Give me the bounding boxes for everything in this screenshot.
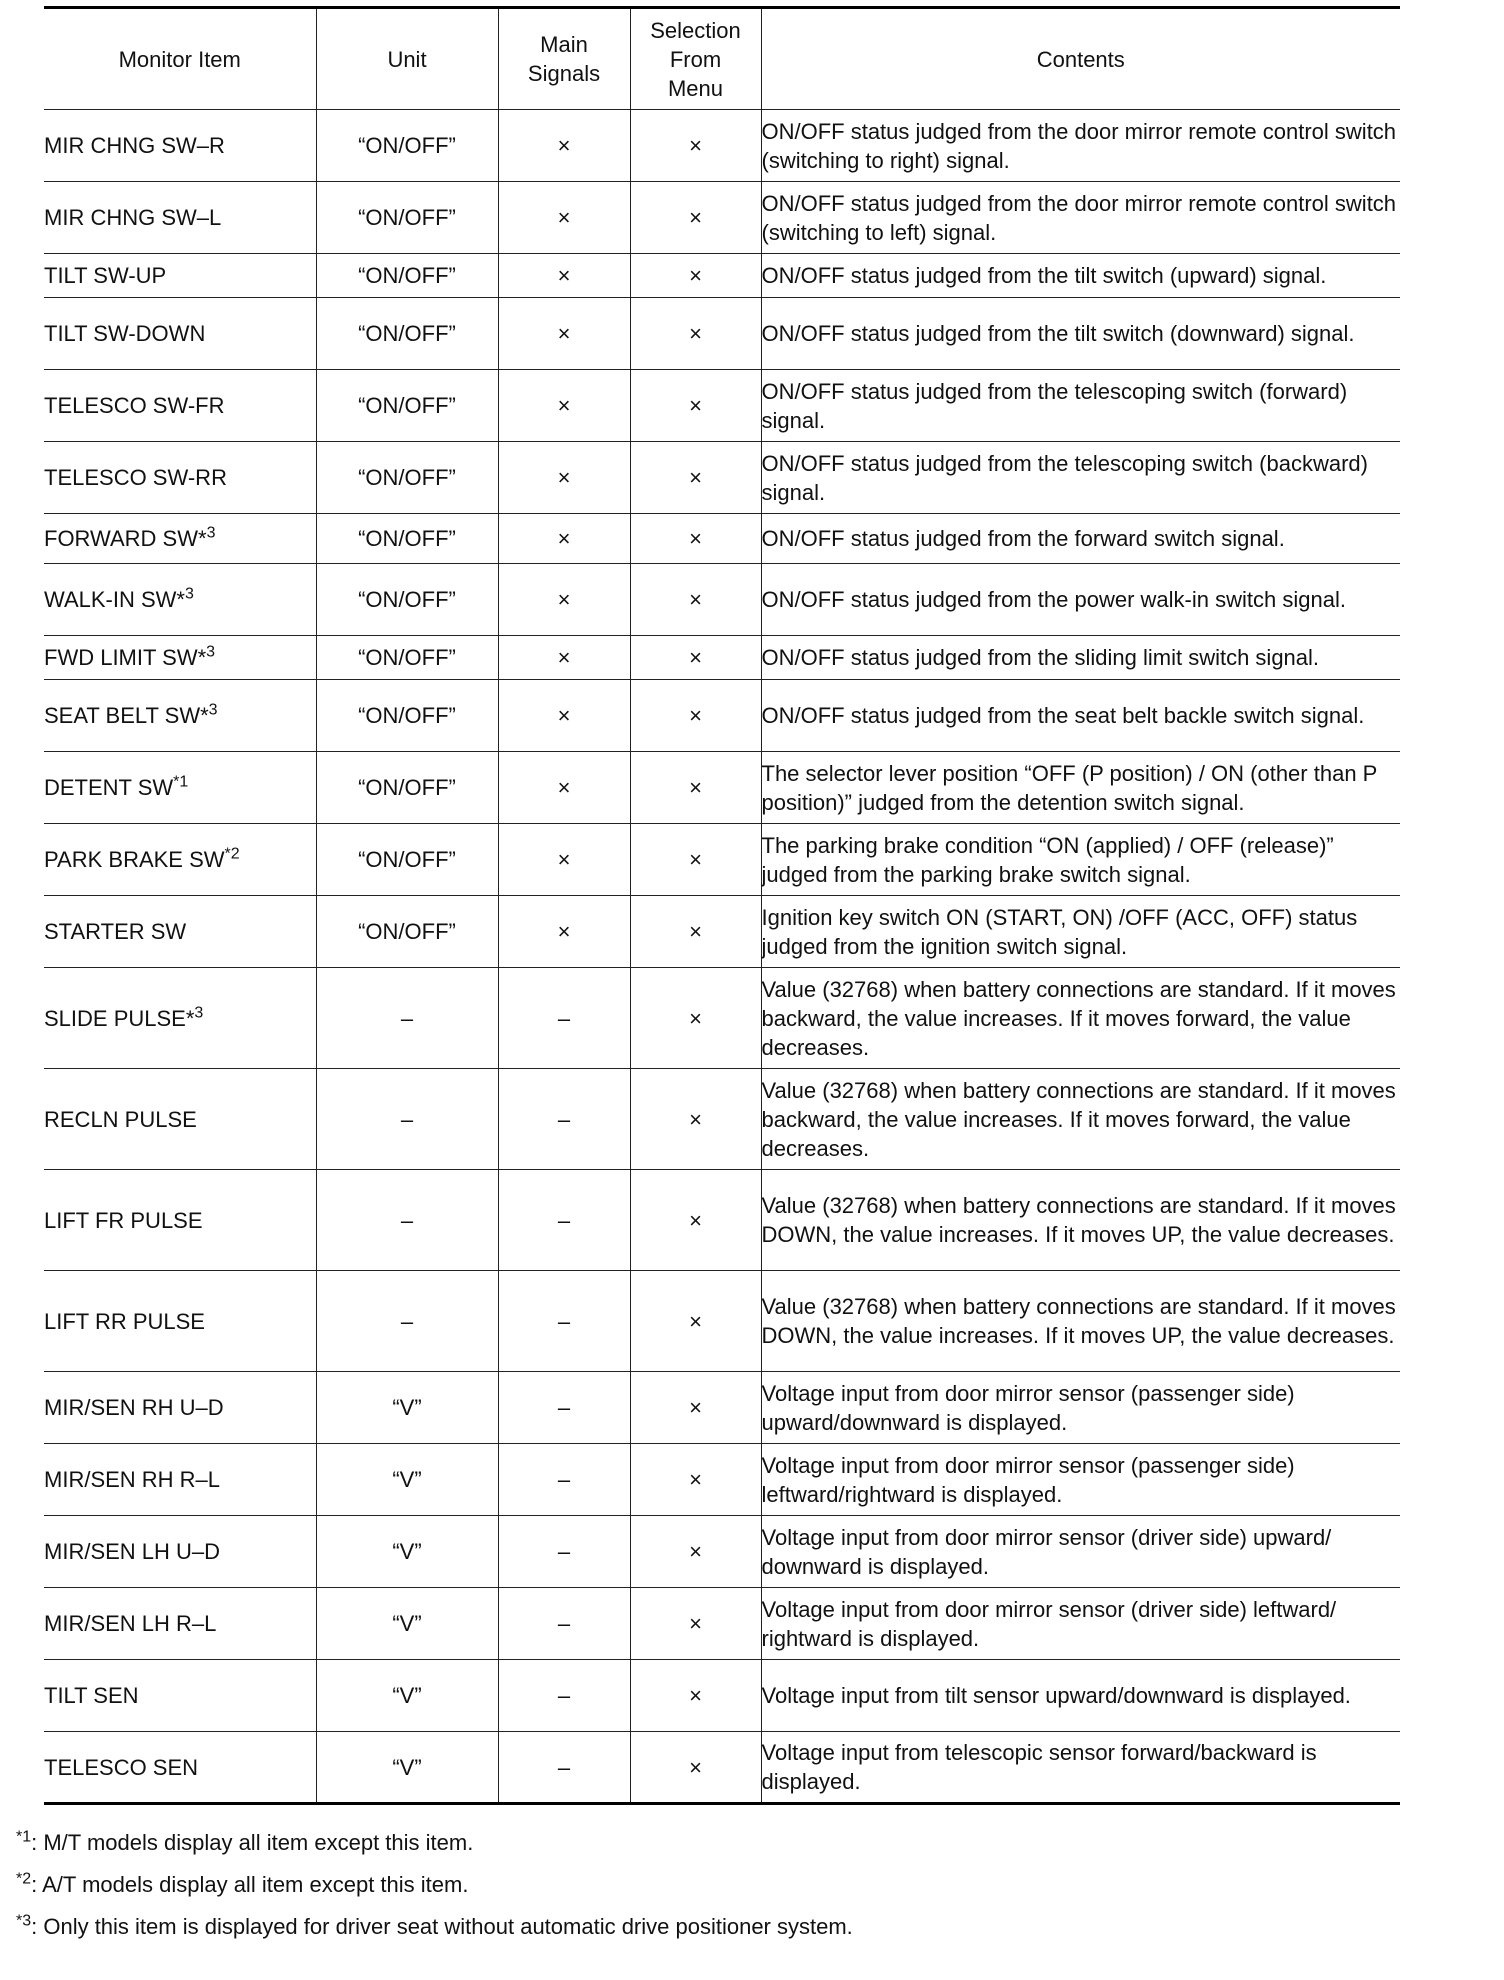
main-signals-cell: – (498, 968, 630, 1069)
table-row (44, 254, 1400, 298)
main-signals-cell: × (498, 514, 630, 564)
main-signals-cell: × (498, 182, 630, 254)
monitor-item-label: STARTER SW (44, 919, 187, 944)
table-row (44, 1170, 1400, 1271)
unit-cell: “ON/OFF” (316, 824, 498, 896)
footnote-ref: *1 (173, 773, 189, 791)
table-row (44, 298, 1400, 370)
selection-from-menu-cell: × (630, 254, 761, 298)
main-signals-cell: × (498, 896, 630, 968)
selection-from-menu-cell: × (630, 968, 761, 1069)
footnote-ref: 3 (206, 524, 216, 542)
monitor-item-label: MIR/SEN RH U–D (44, 1395, 224, 1420)
unit-cell: “ON/OFF” (316, 370, 498, 442)
selection-from-menu-cell: × (630, 752, 761, 824)
monitor-item-label: TELESCO SW-FR (44, 393, 225, 418)
monitor-item-label: MIR/SEN LH U–D (44, 1539, 221, 1564)
main-signals-cell: × (498, 298, 630, 370)
table-row (44, 1732, 1400, 1804)
unit-cell: – (316, 1271, 498, 1372)
selection-from-menu-cell: × (630, 1732, 761, 1804)
selection-from-menu-cell: × (630, 1069, 761, 1170)
main-signals-cell: × (498, 110, 630, 182)
table-row (44, 370, 1400, 442)
contents-cell: ON/OFF status judged from the door mirror remote control switch (switching to right) signal. (761, 110, 1400, 182)
table-row (44, 514, 1400, 564)
monitor-item-cell (44, 442, 316, 514)
contents-cell: Voltage input from door mirror sensor (driver side) upward/ downward is displayed. (761, 1516, 1400, 1588)
unit-cell: “ON/OFF” (316, 110, 498, 182)
footnote-mark: *3 (16, 1912, 32, 1930)
header-selection-from-menu (630, 8, 761, 110)
monitor-item-cell (44, 182, 316, 254)
monitor-item-label: TELESCO SW-RR (44, 465, 227, 490)
footnote-3 (16, 1906, 1476, 1948)
monitor-item-label: FWD LIMIT SW* (44, 645, 207, 670)
contents-cell: ON/OFF status judged from the door mirror remote control switch (switching to left) signal. (761, 182, 1400, 254)
selection-from-menu-cell: × (630, 514, 761, 564)
table-row (44, 564, 1400, 636)
footnote-2 (16, 1864, 1476, 1906)
contents-cell: ON/OFF status judged from the tilt switch (downward) signal. (761, 298, 1400, 370)
table-row (44, 1516, 1400, 1588)
main-signals-cell: – (498, 1069, 630, 1170)
unit-cell: “ON/OFF” (316, 442, 498, 514)
footnote-text: : A/T models display all item except this item. (31, 1872, 469, 1897)
unit-cell: “ON/OFF” (316, 254, 498, 298)
contents-cell: ON/OFF status judged from the power walk-in switch signal. (761, 564, 1400, 636)
selection-from-menu-cell: × (630, 636, 761, 680)
contents-cell: Value (32768) when battery connections are standard. If it moves DOWN, the value increases. If it moves UP, the value decreases. (761, 1271, 1400, 1372)
monitor-item-cell (44, 1444, 316, 1516)
contents-cell: ON/OFF status judged from the telescoping switch (backward) signal. (761, 442, 1400, 514)
unit-cell: “ON/OFF” (316, 564, 498, 636)
unit-cell: “V” (316, 1372, 498, 1444)
main-signals-cell: × (498, 564, 630, 636)
table-row (44, 636, 1400, 680)
selection-from-menu-cell: × (630, 1444, 761, 1516)
main-signals-cell: × (498, 370, 630, 442)
main-signals-cell: × (498, 442, 630, 514)
unit-cell: “ON/OFF” (316, 752, 498, 824)
unit-cell: “ON/OFF” (316, 680, 498, 752)
monitor-item-label: MIR CHNG SW–R (44, 133, 225, 158)
main-signals-cell: – (498, 1372, 630, 1444)
main-signals-cell: – (498, 1588, 630, 1660)
monitor-item-cell (44, 298, 316, 370)
unit-cell: “V” (316, 1516, 498, 1588)
footnote-ref: 3 (184, 585, 194, 603)
selection-from-menu-cell: × (630, 370, 761, 442)
header-contents: Contents (761, 8, 1400, 110)
selection-from-menu-cell: × (630, 1170, 761, 1271)
unit-cell: “V” (316, 1660, 498, 1732)
selection-from-menu-cell: × (630, 1271, 761, 1372)
contents-cell: ON/OFF status judged from the forward switch signal. (761, 514, 1400, 564)
table-row (44, 1372, 1400, 1444)
selection-from-menu-cell: × (630, 1588, 761, 1660)
monitor-item-label: SLIDE PULSE* (44, 1005, 195, 1031)
footnote-text: : Only this item is displayed for driver seat without automatic drive positioner system. (31, 1914, 853, 1939)
monitor-item-cell (44, 514, 316, 564)
contents-cell: ON/OFF status judged from the seat belt backle switch signal. (761, 680, 1400, 752)
unit-cell: “ON/OFF” (316, 514, 498, 564)
monitor-item-label: SEAT BELT SW* (44, 703, 209, 728)
monitor-item-cell (44, 680, 316, 752)
footnote-1 (16, 1822, 1476, 1864)
main-signals-cell: × (498, 824, 630, 896)
unit-cell: “V” (316, 1732, 498, 1804)
main-signals-cell: × (498, 636, 630, 680)
footnote-mark: *2 (16, 1870, 32, 1888)
main-signals-cell: – (498, 1271, 630, 1372)
unit-cell: “ON/OFF” (316, 182, 498, 254)
footnote-mark: *1 (16, 1828, 32, 1846)
table-row (44, 968, 1400, 1069)
main-signals-cell: × (498, 680, 630, 752)
monitor-item-label: TILT SW-UP (44, 263, 167, 288)
contents-cell: Value (32768) when battery connections are standard. If it moves backward, the value increases. If it moves forward, the value decreases. (761, 968, 1400, 1069)
unit-cell: “ON/OFF” (316, 636, 498, 680)
monitor-item-label: DETENT SW (44, 775, 174, 800)
table-row (44, 1444, 1400, 1516)
monitor-item-label: TILT SEN (44, 1683, 139, 1708)
table-row (44, 442, 1400, 514)
selection-from-menu-cell: × (630, 564, 761, 636)
footnote-ref: 3 (206, 643, 216, 661)
table-body (44, 110, 1400, 1804)
table-row (44, 1271, 1400, 1372)
monitor-item-label: MIR/SEN RH R–L (44, 1467, 221, 1492)
main-signals-cell: – (498, 1170, 630, 1271)
monitor-item-cell (44, 254, 316, 298)
monitor-item-cell (44, 110, 316, 182)
monitor-item-label: RECLN PULSE (44, 1106, 197, 1132)
monitor-item-cell (44, 1271, 316, 1372)
header-unit: Unit (316, 8, 498, 110)
unit-cell: “ON/OFF” (316, 298, 498, 370)
monitor-item-cell (44, 1516, 316, 1588)
header-main-signals (498, 8, 630, 110)
selection-from-menu-cell: × (630, 896, 761, 968)
monitor-item-cell (44, 636, 316, 680)
main-signals-cell: × (498, 752, 630, 824)
main-signals-cell: × (498, 254, 630, 298)
monitor-item-cell (44, 752, 316, 824)
main-signals-cell: – (498, 1660, 630, 1732)
monitor-item-label: TELESCO SEN (44, 1754, 199, 1780)
monitor-item-cell (44, 370, 316, 442)
table-header-row (44, 8, 1400, 110)
monitor-item-cell (44, 896, 316, 968)
table-row (44, 1588, 1400, 1660)
monitor-item-cell (44, 1660, 316, 1732)
unit-cell: “V” (316, 1588, 498, 1660)
monitor-item-cell (44, 1372, 316, 1444)
unit-cell: “ON/OFF” (316, 896, 498, 968)
monitor-item-cell (44, 968, 316, 1069)
table-row (44, 1660, 1400, 1732)
selection-from-menu-cell: × (630, 298, 761, 370)
monitor-item-label: TILT SW-DOWN (44, 321, 206, 346)
table-row (44, 182, 1400, 254)
contents-cell: Voltage input from tilt sensor upward/downward is displayed. (761, 1660, 1400, 1732)
footnote-ref: 3 (194, 1004, 204, 1022)
footnote-ref: 3 (208, 701, 218, 719)
header-main-signals-label: Main Signals (527, 32, 601, 86)
contents-cell: Voltage input from door mirror sensor (driver side) leftward/ rightward is displayed. (761, 1588, 1400, 1660)
selection-from-menu-cell: × (630, 1660, 761, 1732)
monitor-item-label: PARK BRAKE SW (44, 847, 225, 872)
contents-cell: Voltage input from door mirror sensor (passenger side) upward/downward is displayed. (761, 1372, 1400, 1444)
selection-from-menu-cell: × (630, 182, 761, 254)
unit-cell: – (316, 1170, 498, 1271)
contents-cell: The parking brake condition “ON (applied) / OFF (release)” judged from the parking brake switch signal. (761, 824, 1400, 896)
unit-cell: – (316, 1069, 498, 1170)
contents-cell: The selector lever position “OFF (P position) / ON (other than P position)” judged from the detention switch signal. (761, 752, 1400, 824)
selection-from-menu-cell: × (630, 680, 761, 752)
monitor-item-cell (44, 564, 316, 636)
contents-cell: Voltage input from door mirror sensor (passenger side) leftward/rightward is displayed. (761, 1444, 1400, 1516)
main-signals-cell: – (498, 1516, 630, 1588)
selection-from-menu-cell: × (630, 442, 761, 514)
table-row (44, 110, 1400, 182)
monitor-item-label: WALK-IN SW* (44, 587, 185, 612)
contents-cell: ON/OFF status judged from the telescoping switch (forward) signal. (761, 370, 1400, 442)
contents-cell: Value (32768) when battery connections are standard. If it moves backward, the value increases. If it moves forward, the value decreases. (761, 1069, 1400, 1170)
selection-from-menu-cell: × (630, 1372, 761, 1444)
unit-cell: – (316, 968, 498, 1069)
monitor-item-cell (44, 1732, 316, 1804)
monitor-item-label: LIFT FR PULSE (44, 1207, 203, 1233)
contents-cell: ON/OFF status judged from the tilt switch (upward) signal. (761, 254, 1400, 298)
table-row (44, 896, 1400, 968)
selection-from-menu-cell: × (630, 1516, 761, 1588)
header-selection-from-menu-label: Selection From Menu (650, 17, 741, 101)
footnote-text: : M/T models display all item except this item. (31, 1830, 474, 1855)
footnotes (16, 1822, 1476, 1948)
header-monitor-item: Monitor Item (44, 8, 316, 110)
monitor-item-label: FORWARD SW* (44, 526, 207, 551)
monitor-item-cell (44, 1588, 316, 1660)
selection-from-menu-cell: × (630, 110, 761, 182)
contents-cell: Voltage input from telescopic sensor forward/backward is displayed. (761, 1732, 1400, 1804)
main-signals-cell: – (498, 1444, 630, 1516)
monitor-item-cell (44, 1170, 316, 1271)
monitor-item-label: MIR/SEN LH R–L (44, 1611, 217, 1636)
monitor-item-label: MIR CHNG SW–L (44, 205, 222, 230)
contents-cell: ON/OFF status judged from the sliding limit switch signal. (761, 636, 1400, 680)
table-row (44, 1069, 1400, 1170)
unit-cell: “V” (316, 1444, 498, 1516)
table-row (44, 752, 1400, 824)
monitor-item-label: LIFT RR PULSE (44, 1308, 205, 1334)
table-row (44, 824, 1400, 896)
contents-cell: Value (32768) when battery connections are standard. If it moves DOWN, the value increases. If it moves UP, the value decreases. (761, 1170, 1400, 1271)
table-row (44, 680, 1400, 752)
monitor-item-cell (44, 824, 316, 896)
footnote-ref: *2 (224, 845, 240, 863)
monitor-item-cell (44, 1069, 316, 1170)
main-signals-cell: – (498, 1732, 630, 1804)
selection-from-menu-cell: × (630, 824, 761, 896)
contents-cell: Ignition key switch ON (START, ON) /OFF (ACC, OFF) status judged from the ignition switch signal. (761, 896, 1400, 968)
monitor-item-table (44, 6, 1400, 1805)
